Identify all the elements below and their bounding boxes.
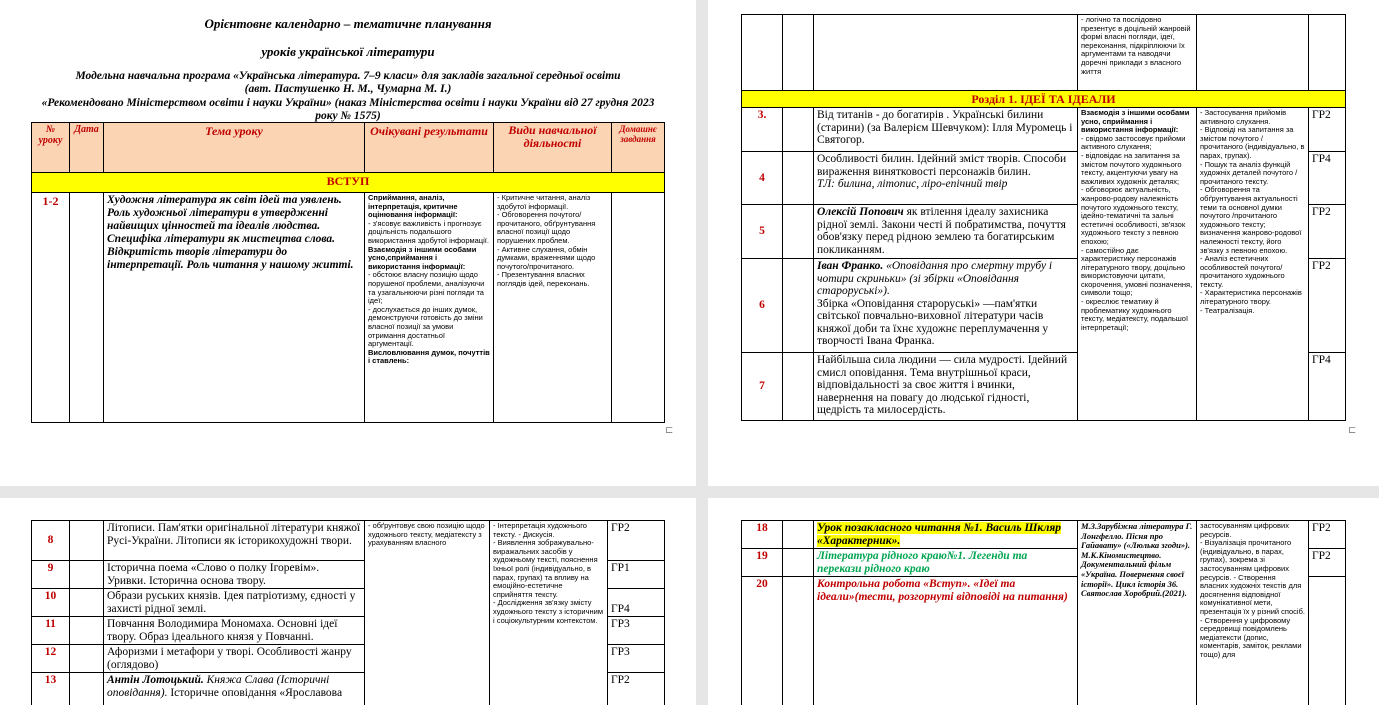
plan-subtitle: уроків української літератури: [261, 44, 435, 59]
col-header-homework: Домашнє завдання: [612, 123, 665, 173]
theme-author: Іван Франко.: [817, 260, 884, 272]
lesson-number: 7: [742, 353, 783, 421]
document-page-4: [708, 498, 1379, 705]
lesson-date: [70, 193, 104, 423]
theme-work: «Оповідання про смертну трубу і чотири скриньки» (зі збірки «Оповідання староруські»).: [817, 260, 1053, 297]
lesson-homework: ГР2: [1309, 108, 1346, 152]
lesson-homework: ГР2: [1309, 205, 1346, 259]
plan-table-3: [31, 520, 665, 705]
lesson-theme: Від титанів - до богатирів . Українські билини (старини) (за Валерієм Шевчуком): Ілля Муромець і Святогор.: [814, 108, 1078, 152]
plan-title: Орієнтовне календарно – тематичне планування: [204, 16, 492, 31]
document-page-1: [0, 0, 696, 486]
theme-text: Збірка «Оповідання староруські» —пам'ятки світської повчально-виховної літератури часів княжої доби та їхнє художнє переплумачення у творчості Івана Франка.: [817, 297, 1049, 347]
lesson-theme: [814, 521, 1078, 549]
lesson-number: 11: [32, 617, 70, 645]
section-ideas: Розділ 1. ІДЕЇ ТА ІДЕАЛИ: [742, 91, 1346, 108]
lesson-number: 8: [32, 521, 70, 561]
lesson-theme: [814, 259, 1078, 353]
results-text-1: - з'ясовує важливість і прогнозує доцільність подальшого використання здобутої інформації.: [368, 218, 489, 245]
theme-text: Особливості билин. Ідейний зміст творів. Способи вираження винятковості персонажів билин.: [817, 153, 1067, 178]
theme-text: Урок позакласного читання №1. Василь Шкляр «Характерник».: [817, 522, 1062, 547]
lesson-homework: ГР2: [1309, 521, 1346, 549]
theme-work: Княжа Слава (Історичні оповідання).: [107, 674, 330, 699]
lesson-homework: [1309, 577, 1346, 705]
lesson-theme: Афоризми і метафори у творі. Особливості жанру (оглядово): [104, 645, 365, 673]
lesson-theme: [814, 152, 1078, 205]
col-header-theme: Тема уроку: [104, 123, 365, 173]
plan-table-4: [741, 520, 1346, 705]
lesson-results: [365, 193, 494, 423]
lesson-activities: - Критичне читання, аналіз здобутої інформації. - Обговорення почутого/прочитаного, обґрунтування власної позиції щодо порушених проблем. - Активне слухання, обмін думками, враженнями щодо почутого/прочитаного. - Презентування власних поглядів ідей, переконань.: [494, 193, 612, 423]
results-text: - свідомо застосовує прийоми активного слухання; - відповідає на запитання за змістом почутого художнього тексту, акцентуючи увагу на важливих художніх деталях; - обговорює актуальність, жанрово-родову належність почутого художнього тексту, ідейно-тематичні та зальні естетичні особливості, зв'язок художнього тексту з певною епохою; - самостійно дає характеристику персонажів літературного твору, доцільно використовуючи цитати, скорочення, умовні позначення, символи тощо; - окреслює тематику й проблематику художнього тексту, медіатексту, подальшої інтерпретації;: [1081, 133, 1193, 332]
plan-table-1: [31, 122, 665, 423]
lesson-theme: Література рідного краю№1. Легенди та перекази рідного краю: [814, 549, 1078, 577]
lesson-theme: Найбільша сила людини — сила мудрості. Ідейний смисл оповідання. Тема внутрішньої краси, відповідальності за своє життя і вчинки, навернення на повагу до людської гідності, щедрість та милосердість.: [814, 353, 1078, 421]
authors-line: (авт. Пастушенко Н. М., Чумарна М. І.): [244, 83, 452, 95]
lesson-homework: ГР3: [608, 617, 665, 645]
results-continued: - логічно та послідовно презентує в доцільній жанровій формі власні погляди, ідеї, переконання, підкріплюючи їх аргументами та наводячи доречні приклади з власного життя: [1078, 15, 1197, 91]
lesson-results: - обґрунтовує свою позицію щодо художнього тексту, медіатексту з урахуванням власного: [365, 521, 490, 705]
lesson-number: 12: [32, 645, 70, 673]
lesson-theme: Образи руських князів. Ідея патріотизму, єдності у захисті рідної землі.: [104, 589, 365, 617]
table-move-handle-icon[interactable]: ⊏: [1348, 425, 1357, 436]
lesson-theme: Історична поема «Слово о полку Ігоревім». Уривки. Історична основа твору.: [104, 561, 365, 589]
lesson-homework: ГР2: [1309, 259, 1346, 353]
lesson-number: 1-2: [32, 193, 70, 423]
lesson-homework: ГР4: [1309, 152, 1346, 205]
lesson-number: 9: [32, 561, 70, 589]
lesson-homework: ГР2: [608, 521, 665, 561]
program-line: Модельна навчальна програма «Українська література. 7–9 класи» для закладів загальної середньої освіти: [75, 70, 621, 82]
ministry-line: «Рекомендовано Міністерством освіти і науки України» (наказ Міністерства освіти і науки України від 27 грудня 2023: [41, 97, 655, 109]
table-move-handle-icon[interactable]: ⊏: [665, 425, 674, 436]
lesson-homework: ГР4: [1309, 353, 1346, 421]
theme-text: Історичне оповідання «Ярославова: [167, 686, 343, 699]
plan-table-2: [741, 14, 1346, 421]
lesson-theme: [104, 673, 365, 705]
lesson-activities: застосуванням цифрових ресурсів. - Візуалізація прочитаного (індивідуально, в парах, групах), зокрема зі застосуванням цифрових ресурсів. - Створення власних художніх текстів для досягнення відповідної комунікативної мети, презентація їх у різний спосіб. - Створення у цифровому середовищі повідомлень медіатексти (допис, коментарів, заміток, реклами тощо) для: [1197, 521, 1309, 705]
section-intro: ВСТУП: [32, 173, 665, 193]
theme-author: Антін Лотоцький.: [107, 674, 204, 686]
lesson-number: 18: [742, 521, 783, 549]
lesson-homework: ГР1: [608, 561, 665, 589]
order-line: року № 1575): [315, 110, 381, 122]
results-heading-1: Сприймання, аналіз, інтерпретація, критичне оцінювання інформації:: [368, 193, 458, 220]
lesson-theme: Повчання Володимира Мономаха. Основні ідеї твору. Образ ідеального князя у Повчанні.: [104, 617, 365, 645]
lesson-activities: - Інтерпретація художнього тексту. - Дискусія. - Виявлення зображувально-виражальних засобів у художньому тексті, пояснення їхньої ролі (індивідуально, в парах, групах) та впливу на емоційно-естетичне сприйняття тексту. - Дослідження зв'язку змісту художнього тексту з історичним і соціокультурним контекстом.: [490, 521, 608, 705]
theme-text: як втілення ідеалу захисника рідної землі. Закони честі й побратимства, почуття обов'язку перед рідною землею та богатирським покликанням.: [817, 206, 1066, 256]
results-heading: Взаємодія з іншими особами усно, сприймання і використання інформації:: [1081, 108, 1190, 135]
results-heading-2: Взаємодія з іншими особами усно,сприймання і використання інформації:: [368, 244, 477, 271]
col-header-results: Очікувані результати: [365, 123, 494, 173]
col-header-activities: Види навчальної діяльності: [494, 123, 612, 173]
lesson-theme: Літописи. Пам'ятки оригінальної літератури княжої Русі-України. Літописи як історикохудожні твори.: [104, 521, 365, 561]
col-header-date: Дата: [70, 123, 104, 173]
lesson-homework: ГР4: [608, 589, 665, 617]
theme-terms: ТЛ: билина, літопис, ліро-епічний твір: [817, 178, 1008, 190]
lesson-number: 20: [742, 577, 783, 705]
lesson-theme: Художня література як світ ідей та уявлень. Роль художньої літератури в утвердженні найвищих цінностей та ідеалів людства. Специфіка літератури як мистецтва слова. Відкритість творів літератури до інтерпретації. Роль читання у нашому житті.: [104, 193, 365, 423]
document-page-2: [708, 0, 1379, 486]
lesson-activities: - Застосування прийомів активного слухання. - Відповіді на запитання за змістом почутого / прочитаного (індивідуально, в парах, групах). - Пошук та аналіз функцій художніх деталей почутого / прочитаного тексту. - Обговорення та обґрунтування актуальності теми та основної думки почутого /прочитаного художнього тексту; визначення жанрово-родової належності тексту, його зв'язку з певною епохою. - Аналіз естетичних особливостей почутого/прочитаного художнього тексту. - Характеристика персонажів літературного твору. - Театралізація.: [1197, 108, 1309, 421]
lesson-number: 4: [742, 152, 783, 205]
document-page-3: [0, 498, 696, 705]
lesson-homework: ГР2: [1309, 549, 1346, 577]
lesson-theme: [814, 205, 1078, 259]
lesson-number: 3.: [742, 108, 783, 152]
results-text-2: - обстоює власну позицію щодо порушеної проблеми, аналізуючи та узагальнюючи різні погляди та ідеї; - дослухається до інших думок, демонструючи готовість до зміни власної позиції за умови отримання достатньої аргументації.: [368, 270, 485, 349]
lesson-number: 5: [742, 205, 783, 259]
lesson-results: М.З.Зарубіжна література Г. Лонгфелло. Пісня про Гайавату» («Люлька згоди»). М.К.Кіномистецтво. Документальний фільм «Україна. Повернення своєї історії». Цикл історія 36. Святослав Хоробрий.(2021).: [1078, 521, 1197, 705]
lesson-homework: [612, 193, 665, 423]
lesson-theme: Контрольна робота «Вступ». «Ідеї та ідеали»(тести, розгорнуті відповіді на питання): [814, 577, 1078, 705]
lesson-number: 6: [742, 259, 783, 353]
lesson-homework: ГР3: [608, 645, 665, 673]
col-header-number: № уроку: [32, 123, 70, 173]
lesson-results: [1078, 108, 1197, 421]
theme-author: Олексій Попович: [817, 206, 904, 218]
lesson-number: 19: [742, 549, 783, 577]
lesson-number: 10: [32, 589, 70, 617]
results-heading-3: Висловлювання думок, почуттів і ставлень:: [368, 347, 490, 366]
lesson-homework: ГР2: [608, 673, 665, 705]
lesson-number: 13: [32, 673, 70, 705]
